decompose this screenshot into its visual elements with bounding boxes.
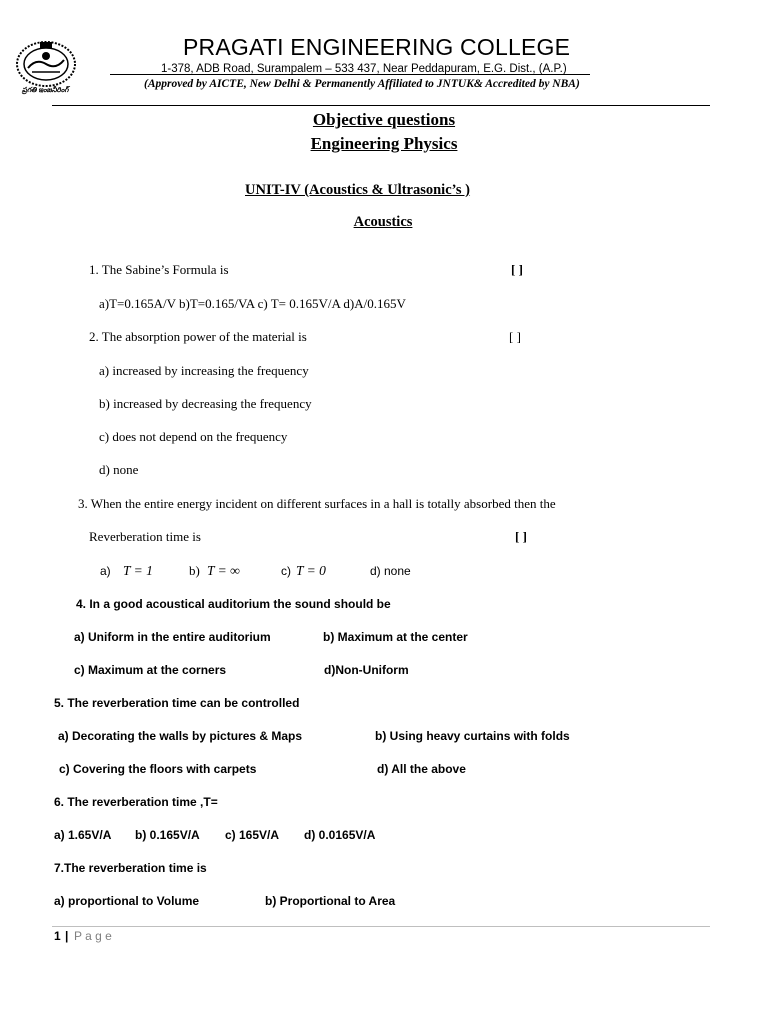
question-6-option-b: b) 0.165V/A	[135, 828, 200, 842]
question-4-option-c: c) Maximum at the corners	[74, 663, 227, 677]
question-2-option-d: d) none	[99, 462, 139, 477]
question-4-option-a: a) Uniform in the entire auditorium	[74, 630, 271, 644]
question-4-option-b: b) Maximum at the center	[323, 630, 468, 644]
question-1: 1. The Sabine’s Formula is	[89, 262, 229, 277]
college-emblem-icon	[14, 40, 78, 90]
footer-divider	[52, 926, 710, 927]
question-5: 5. The reverberation time can be controlled	[54, 696, 300, 710]
question-3-option-a-label: a)	[100, 564, 111, 578]
question-3-option-d: d) none	[370, 564, 411, 578]
title-objective-questions: Objective questions	[312, 110, 456, 129]
answer-bracket-2: [ ]	[509, 329, 521, 344]
question-3-option-c-label: c)	[281, 564, 291, 578]
question-2-option-c: c) does not depend on the frequency	[99, 429, 288, 444]
question-6-option-d: d) 0.0165V/A	[304, 828, 376, 842]
question-4: 4. In a good acoustical auditorium the sound should be	[76, 597, 391, 611]
answer-bracket-1: [ ]	[511, 262, 523, 277]
question-3-option-c-equation: T = 0	[296, 563, 326, 578]
question-4-option-d: d)Non-Uniform	[324, 663, 409, 677]
question-5-option-b: b) Using heavy curtains with folds	[375, 729, 570, 743]
question-5-option-c: c) Covering the floors with carpets	[59, 762, 257, 776]
question-3-line-1: 3. When the entire energy incident on different surfaces in a hall is totally absorbed then the	[78, 496, 556, 511]
page-label: P a g e	[74, 929, 112, 943]
question-6: 6. The reverberation time ,T=	[54, 795, 218, 809]
question-2-option-a: a) increased by increasing the frequency	[99, 363, 309, 378]
page-separator: |	[65, 929, 69, 943]
section-title-acoustics: Acoustics	[353, 214, 413, 230]
question-3-option-b-label: b)	[189, 563, 200, 578]
question-7-option-a: a) proportional to Volume	[54, 894, 200, 908]
question-2: 2. The absorption power of the material is	[89, 329, 307, 344]
question-2-option-b: b) increased by decreasing the frequency	[99, 396, 312, 411]
college-name: PRAGATI ENGINEERING COLLEGE	[183, 34, 571, 60]
question-6-option-a: a) 1.65V/A	[54, 828, 112, 842]
college-approval: (Approved by AICTE, New Delhi & Permanently Affiliated to JNTUK& Accredited by NBA)	[144, 78, 580, 90]
question-3-option-a-equation: T = 1	[123, 563, 153, 578]
header-divider	[52, 105, 710, 106]
title-engineering-physics: Engineering Physics	[310, 134, 458, 153]
page-number: 1	[54, 929, 61, 943]
college-logo	[14, 40, 78, 100]
question-6-option-c: c) 165V/A	[225, 828, 280, 842]
question-3-line-2: Reverberation time is	[89, 529, 201, 544]
college-address: 1-378, ADB Road, Surampalem – 533 437, Near Peddapuram, E.G. Dist., (A.P.)	[161, 63, 567, 75]
question-3-option-b-equation: T = ∞	[207, 563, 240, 578]
question-7: 7.The reverberation time is	[54, 861, 207, 875]
question-5-option-d: d) All the above	[377, 762, 466, 776]
question-5-option-a: a) Decorating the walls by pictures & Maps	[58, 729, 303, 743]
unit-title: UNIT-IV (Acoustics & Ultrasonic’s )	[245, 182, 471, 198]
answer-bracket-3: [ ]	[515, 529, 527, 544]
question-1-options: a)T=0.165A/V b)T=0.165/VA c) T= 0.165V/A d)A/0.165V	[99, 296, 406, 311]
logo-caption: ప్రగతి ఇంజనీరింగ్	[22, 86, 69, 94]
question-7-option-b: b) Proportional to Area	[265, 894, 396, 908]
